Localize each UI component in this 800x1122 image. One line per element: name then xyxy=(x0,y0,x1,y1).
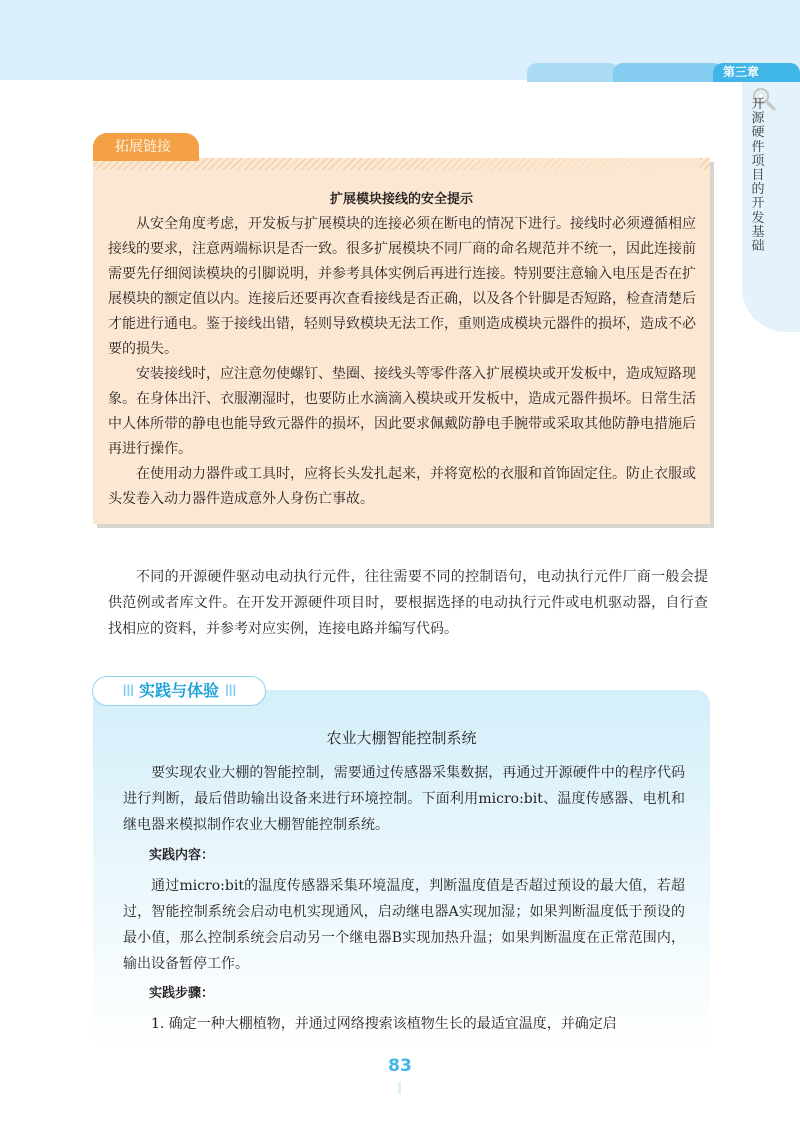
chapter-tab-decor-1 xyxy=(527,63,619,82)
practice-content-heading: 实践内容： xyxy=(149,847,215,863)
chapter-label: 第三章 xyxy=(713,63,800,82)
practice-intro: 要实现农业大棚的智能控制，需要通过传感器采集数据，再通过开源硬件中的程序代码进行判断，最后借助输出设备来进行环境控制。下面利用micro:bit、温度传感器、电机和继电器来模拟制作农业大棚智能控制系统。 xyxy=(123,765,685,834)
extension-title: 扩展模块接线的安全提示 xyxy=(329,192,473,207)
practice-tab-bars-left: III xyxy=(122,681,134,700)
chapter-tabs xyxy=(527,63,800,82)
page-number-tick xyxy=(398,1082,401,1094)
practice-body xyxy=(123,760,685,1038)
extension-body xyxy=(108,212,696,512)
practice-title: 农业大棚智能控制系统 xyxy=(326,729,477,747)
extension-paragraph: 从安全角度考虑，开发板与扩展模块的连接必须在断电的情况下进行。接线时必须遵循相应接线的要求，注意两端标识是否一致。很多扩展模块不同厂商的命名规范并不统一，因此连接前需要先仔细阅读模块的引脚说明，并参考具体实例后再进行连接。特别要注意输入电压是否在扩展模块的额定值以内。连接后还要再次查看接线是否正确，以及各个针脚是否短路，检查清楚后才能进行通电。鉴于接线出错，轻则导致模块无法工作，重则造成模块元器件的损坏，造成不必要的损失。 xyxy=(108,216,696,357)
extension-paragraph: 在使用动力器件或工具时，应将长头发扎起来，并将宽松的衣服和首饰固定住。防止衣服或头发卷入动力器件造成意外人身伤亡事故。 xyxy=(108,466,696,507)
page-number: 83 xyxy=(388,1056,412,1076)
practice-tab xyxy=(92,676,266,706)
practice-step-1: 1. 确定一种大棚植物，并通过网络搜索该植物生长的最适宜温度，并确定启 xyxy=(151,1016,617,1033)
practice-content: 通过micro:bit的温度传感器采集环境温度，判断温度值是否超过预设的最大值，若超过，智能控制系统会启动电机实现通风，启动继电器A实现加湿；如果判断温度低于预设的最小值，那么控制系统会启动另一个继电器B实现加热升温；如果判断温度在正常范围内，输出设备暂停工作。 xyxy=(123,877,685,973)
extension-hatch-fade xyxy=(120,158,700,170)
practice-tab-label: 实践与体验 xyxy=(138,681,219,700)
extension-tab: 拓展链接 xyxy=(93,133,199,161)
chapter-tab-decor-2 xyxy=(613,63,723,82)
practice-steps-heading: 实践步骤： xyxy=(149,986,215,1002)
side-title: 开源硬件项目的开发基础 xyxy=(751,97,765,255)
main-text xyxy=(108,564,708,642)
practice-tab-bars-right: III xyxy=(224,681,236,700)
main-paragraph: 不同的开源硬件驱动电动执行元件，往往需要不同的控制语句，电动执行元件厂商一般会提供范例或者库文件。在开发开源硬件项目时，要根据选择的电动执行元件或电机驱动器，自行查找相应的资料，并参考对应实例，连接电路并编写代码。 xyxy=(108,569,708,637)
extension-paragraph: 安装接线时，应注意勿使螺钉、垫圈、接线头等零件落入扩展模块或开发板中，造成短路现象。在身体出汗、衣服潮湿时，也要防止水滴滴入模块或开发板中，造成元器件损坏。日常生活中人体所带的静电也能导致元器件的损坏，因此要求佩戴防静电手腕带或采取其他防静电措施后再进行操作。 xyxy=(108,366,696,457)
